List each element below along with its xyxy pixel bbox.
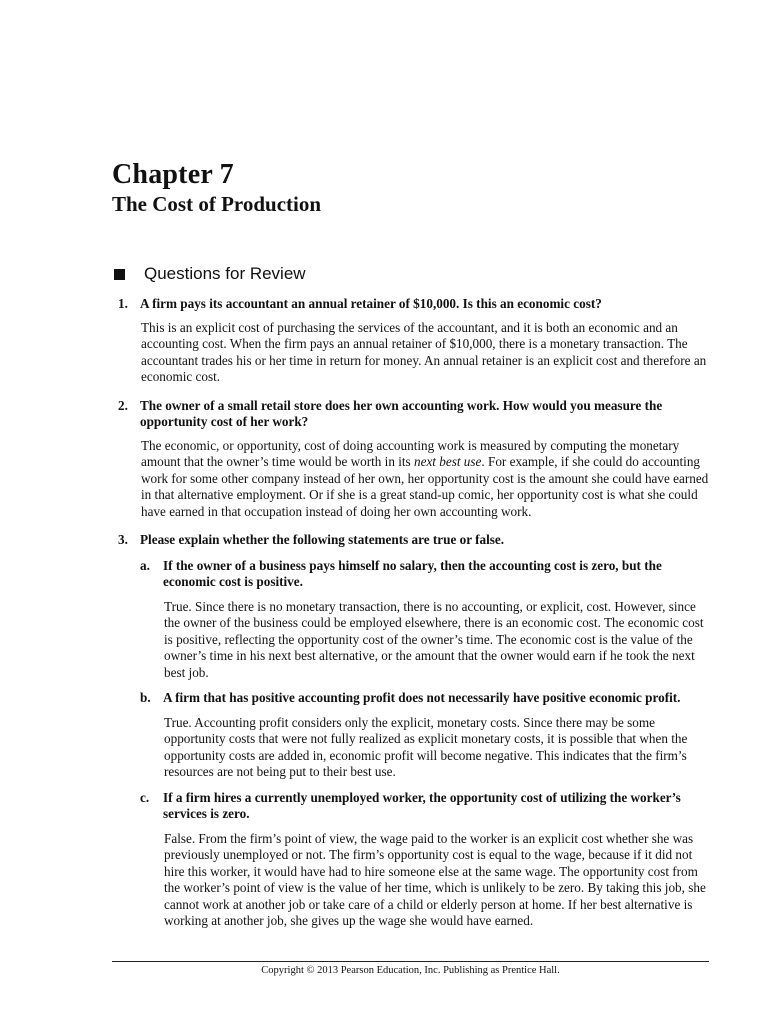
sub-question-b	[140, 690, 712, 781]
section-heading	[114, 263, 306, 285]
questions-list	[112, 296, 712, 942]
answer-text-part: The economic, or opportunity, cost of doing accounting work is measured by computing the monetary amount that the owner’s time would be worth in its	[141, 437, 680, 469]
square-bullet-icon	[114, 269, 125, 280]
question-2-prompt	[112, 398, 712, 431]
sub-question-prompt	[140, 790, 712, 823]
sub-answer-text: True. Accounting profit considers only the explicit, monetary costs. Since there may be some opportunity costs that were not fully realized as explicit monetary costs, it is possible that when the opportunity costs are added in, economic profit will become negative. This indicates that the firm’s resources are not being put to their best use.	[164, 714, 688, 779]
question-number: 2.	[118, 397, 128, 413]
footer-copyright: Copyright © 2013 Pearson Education, Inc. Publishing as Prentice Hall.	[261, 965, 560, 976]
question-1	[112, 296, 712, 386]
sub-question-prompt	[140, 558, 712, 591]
sub-question-prompt	[140, 690, 712, 707]
answer-text	[141, 438, 712, 521]
question-2	[112, 398, 712, 521]
answer-text-part: . For example, if she could do accounting work for some other company instead of her own, her opportunity cost is the amount she could have earned in that alternative employment. Or if she is a great stand-up comic, her opportunity cost is what she could have earned in that occupation instead of doing her own accounting work.	[141, 454, 709, 519]
question-text: Please explain whether the following statements are true or false.	[140, 532, 505, 547]
sub-answer-text: False. From the firm’s point of view, the wage paid to the worker is an explicit cost whether she was previously unemployed or not. The firm’s opportunity cost is equal to the wage, because if it did not hire this worker, it would have had to hire someone else at the same wage. The opportunity cost from the worker’s point of view is the value of her time, which is unlikely to be zero. By taking this job, she cannot work at another job or take care of a child or elderly person at home. If her best alternative is working at another job, she gives up the wage she would have earned.	[164, 830, 706, 928]
chapter-subtitle: The Cost of Production	[112, 192, 322, 216]
sub-question-c	[140, 790, 712, 930]
sub-question-text: If the owner of a business pays himself no salary, then the accounting cost is zero, but the economic cost is positive.	[163, 557, 662, 589]
sub-question-letter: c.	[140, 789, 150, 805]
sub-question-text: A firm that has positive accounting profit does not necessarily have positive economic profit.	[163, 690, 681, 705]
answer-emphasis: next best use	[414, 454, 482, 469]
sub-question-a	[140, 558, 712, 682]
footer-divider	[112, 961, 709, 962]
question-number: 1.	[118, 296, 128, 311]
sub-question-letter: b.	[140, 690, 151, 705]
question-1-prompt	[112, 296, 712, 313]
chapter-title: Chapter 7	[112, 159, 234, 190]
question-3	[112, 532, 712, 930]
question-text: The owner of a small retail store does her own accounting work. How would you measure the opportunity cost of her work?	[140, 397, 663, 429]
sub-answer-text: True. Since there is no monetary transaction, there is no accounting, or explicit, cost. However, since the owner of the business could be employed elsewhere, there is an economic cost. The economic cost is positive, reflecting the opportunity cost of the owner’s time. The economic cost is the value of the owner’s time in his next best alternative, or the amount that the owner would earn if he took the next best job.	[164, 598, 704, 680]
section-heading-label: Questions for Review	[144, 264, 306, 283]
sub-question-letter: a.	[140, 557, 150, 573]
question-number: 3.	[118, 532, 128, 547]
sub-question-text: If a firm hires a currently unemployed worker, the opportunity cost of utilizing the worker’s services is zero.	[163, 789, 681, 821]
question-3-prompt	[112, 532, 712, 549]
question-text: A firm pays its accountant an annual retainer of $10,000. Is this an economic cost?	[140, 296, 602, 311]
answer-text: This is an explicit cost of purchasing the services of the accountant, and it is both an economic and an accounting cost. When the firm pays an annual retainer of $10,000, there is a monetary transaction. The accountant trades his or her time in return for money. An annual retainer is an explicit cost and therefore an economic cost.	[141, 319, 707, 384]
